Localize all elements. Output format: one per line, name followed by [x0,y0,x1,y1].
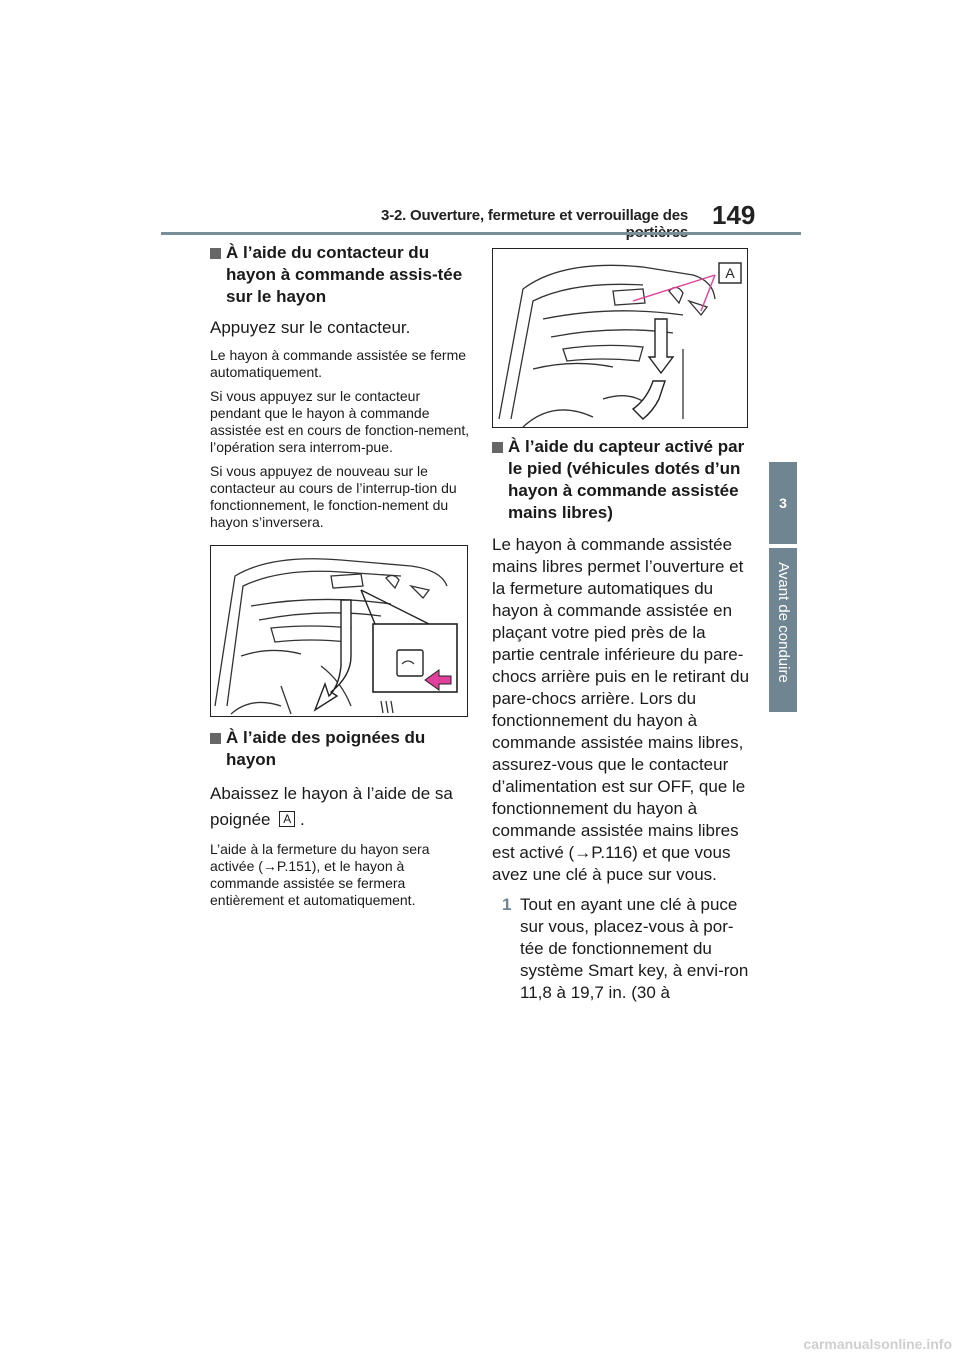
section-title: 3-2. Ouverture, fermeture et verrouillage des [381,207,688,224]
para-lower-tailgate-line1: Abaissez le hayon à l’aide de sa [210,784,453,803]
note-auto-close: Le hayon à commande assistée se ferme automatiquement. [210,347,467,380]
tailgate-handles-illustration [493,249,747,427]
bullet-square-icon [210,248,221,259]
bullet-square-icon [210,733,221,744]
tailgate-switch-illustration [211,546,467,716]
right-column [492,240,752,1004]
heading-handles [210,727,472,771]
figure-label-a: A [725,265,735,281]
para-lower-tailgate [210,781,472,833]
chapter-number: 3 [779,495,787,511]
heading-foot-sensor-text: À l’aide du capteur activé par le pied (véhicules dotés d’un hayon à commande assistée mains libres) [508,437,745,522]
chapter-label-wrapper [768,542,798,702]
note-interrupt: Si vous appuyez sur le contacteur pendant que le hayon à commande assistée est en cours de fonction-nement, l’opération sera interrom-pue. [210,388,470,455]
heading-foot-sensor [492,436,752,524]
para-lower-tailgate-end: . [300,810,305,829]
heading-switch-text: À l’aide du contacteur du hayon à commande assis-tée sur le hayon [226,243,463,306]
figure-tailgate-handles [492,248,748,428]
para-hands-free: Le hayon à commande assistée mains libres permet l’ouverture et la fermeture automatiques du hayon à commande assistée en plaçant votre pied près de la partie centrale inférieure du pare-chocs arrière puis en le retirant du pare-chocs arrière. Lors du fonctionnement du hayon à commande assistée mains libres, assurez-vous que le contacteur d’alimentation est sur OFF, que le fonctionnement du hayon à commande assistée mains libres est activé (→P.116) et que vous avez une clé à puce sur vous. [492,535,750,884]
header-rule [161,232,801,235]
page-number: 149 [712,200,756,230]
heading-handles-text: À l’aide des poignées du hayon [226,728,426,769]
chapter-label: Avant de conduire [774,561,792,683]
step-1-text: Tout en ayant une clé à puce sur vous, placez-vous à por-tée de fonctionnement du système Smart key, à envi-ron 11,8 à 19,7 in. (30 à [520,895,749,1002]
note-reverse: Si vous appuyez de nouveau sur le contacteur au cours de l’interrup-tion du fonctionnement, le fonction-nement du hayon s’inversera. [210,463,457,530]
figure-tailgate-switch [210,545,468,717]
chapter-tab[interactable] [769,462,797,544]
left-column [210,240,472,909]
step-1-number: 1 [502,895,512,914]
para-lower-tailgate-line2: poignée [210,810,271,829]
bullet-square-icon [492,442,503,453]
watermark: carmanualsonline.info [803,1336,952,1352]
para-press-switch: Appuyez sur le contacteur. [210,318,411,337]
callout-a-inline: A [279,811,295,827]
note-closing-assist: L’aide à la fermeture du hayon sera activée (→P.151), et le hayon à commande assistée se fermera entièrement et automatiquement. [210,841,430,908]
step-1 [492,894,752,1004]
heading-switch [210,242,472,308]
